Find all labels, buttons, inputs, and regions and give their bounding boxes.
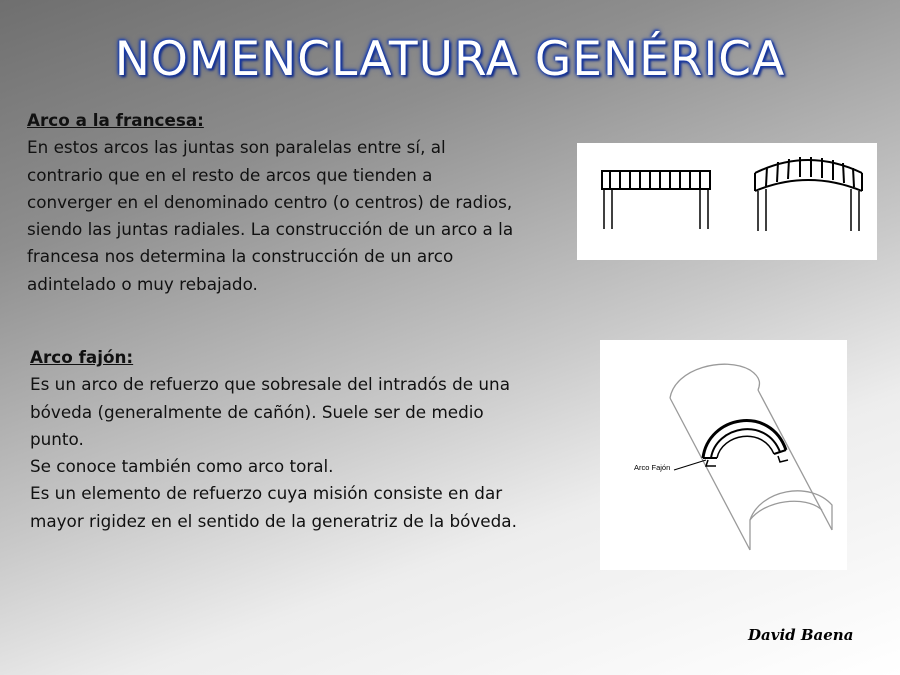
section-arco-francesa	[27, 107, 567, 298]
body-line: mayor rigidez en el sentido de la generatriz de la bóveda.	[30, 510, 517, 531]
section-heading: Arco a la francesa:	[27, 110, 204, 130]
body-line: contrario que en el resto de arcos que tienden a	[27, 164, 433, 185]
body-line: adintelado o muy rebajado.	[27, 273, 258, 294]
section-heading: Arco fajón:	[30, 347, 134, 367]
body-line: Es un elemento de refuerzo cuya misión consiste en dar	[30, 483, 503, 504]
author-signature: David Baena	[748, 626, 854, 644]
barrel-vault-drawing	[670, 364, 832, 550]
segmental-arch-drawing	[755, 157, 862, 231]
transverse-arch-rib	[703, 421, 788, 466]
slide-title: NOMENCLATURA GENÉRICA	[114, 32, 786, 87]
body-line: bóveda (generalmente de cañón). Suele ser de medio	[30, 401, 484, 422]
arco-fajon-illustration	[600, 340, 847, 570]
body-line: converger en el denominado centro (o centros) de radios,	[27, 191, 513, 212]
body-line: En estos arcos las juntas son paralelas entre sí, al	[27, 137, 446, 158]
body-line: Se conoce también como arco toral.	[30, 456, 334, 477]
label-leader-line	[674, 460, 706, 470]
body-line: siendo las juntas radiales. La construcción de un arco a la	[27, 219, 514, 240]
body-line: Es un arco de refuerzo que sobresale del intradós de una	[30, 374, 510, 395]
figure-label: Arco Fajón	[634, 463, 671, 472]
section-arco-fajon	[30, 344, 570, 535]
flat-arch-drawing	[602, 171, 710, 229]
body-line: francesa nos determina la construcción de un arco	[27, 246, 454, 267]
body-line: punto.	[30, 428, 84, 449]
arco-francesa-illustration	[577, 143, 877, 260]
